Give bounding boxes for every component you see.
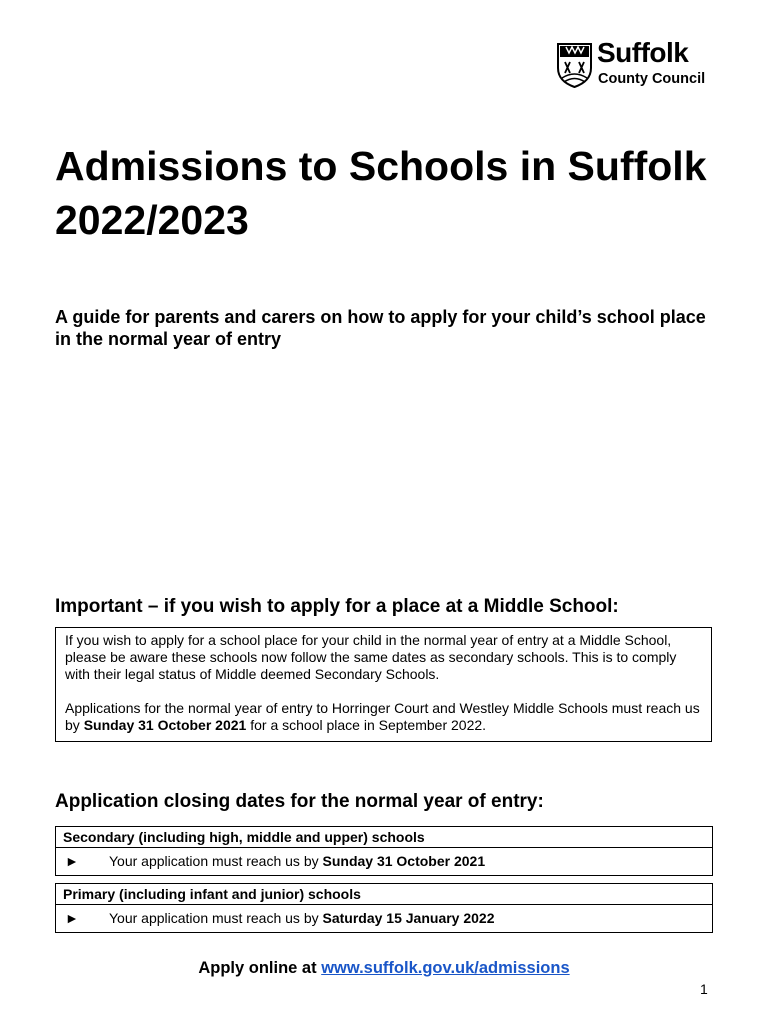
suffolk-logo: [556, 37, 716, 90]
logo-name: Suffolk: [597, 37, 689, 68]
secondary-schools-label: Secondary (including high, middle and upper) schools: [56, 827, 712, 848]
deadline-prefix: Your application must reach us by: [109, 910, 323, 926]
page-subtitle: A guide for parents and carers on how to apply for your child’s school place in the normal year of entry: [55, 307, 706, 349]
primary-deadline-date: Saturday 15 January 2022: [322, 910, 495, 926]
apply-text: Apply online at: [198, 959, 322, 977]
admissions-link[interactable]: www.suffolk.gov.uk/admissions: [321, 959, 570, 977]
apply-online: [0, 958, 768, 978]
logo-subtitle: County Council: [598, 71, 706, 87]
deadline-text: [109, 909, 495, 932]
notice-text: Applications for the normal year of entry to Horringer Court and Westley Middle Schools must reach us by: [65, 700, 700, 733]
middle-school-notice-box: [55, 627, 712, 742]
primary-deadline-row: [56, 905, 712, 932]
closing-dates-heading: Application closing dates for the normal year of entry:: [55, 791, 544, 812]
bullet-arrow-icon: ►: [65, 910, 79, 926]
page-title: Admissions to Schools in Suffolk 2022/2023: [55, 143, 707, 243]
secondary-deadline-row: [56, 848, 712, 875]
deadline-prefix: Your application must reach us by: [109, 853, 323, 869]
suffolk-crest-icon: [556, 42, 593, 88]
secondary-dates-table: [55, 826, 713, 876]
deadline-text: [109, 852, 485, 875]
notice-deadline: Sunday 31 October 2021: [83, 717, 247, 733]
primary-dates-table: [55, 883, 713, 933]
notice-paragraph-2: [65, 700, 702, 734]
notice-paragraph-1: If you wish to apply for a school place for your child in the normal year of entry at a Middle School, please be aware these schools now follow the same dates as secondary schools. This is to comply with their legal status of Middle deemed Secondary Schools.: [65, 632, 677, 682]
page-number: 1: [700, 981, 708, 997]
bullet-arrow-icon: ►: [65, 853, 79, 869]
primary-schools-label: Primary (including infant and junior) schools: [56, 884, 712, 905]
notice-text-end: for a school place in September 2022.: [246, 717, 487, 733]
important-heading: Important – if you wish to apply for a place at a Middle School:: [55, 596, 619, 617]
secondary-deadline-date: Sunday 31 October 2021: [322, 853, 486, 869]
